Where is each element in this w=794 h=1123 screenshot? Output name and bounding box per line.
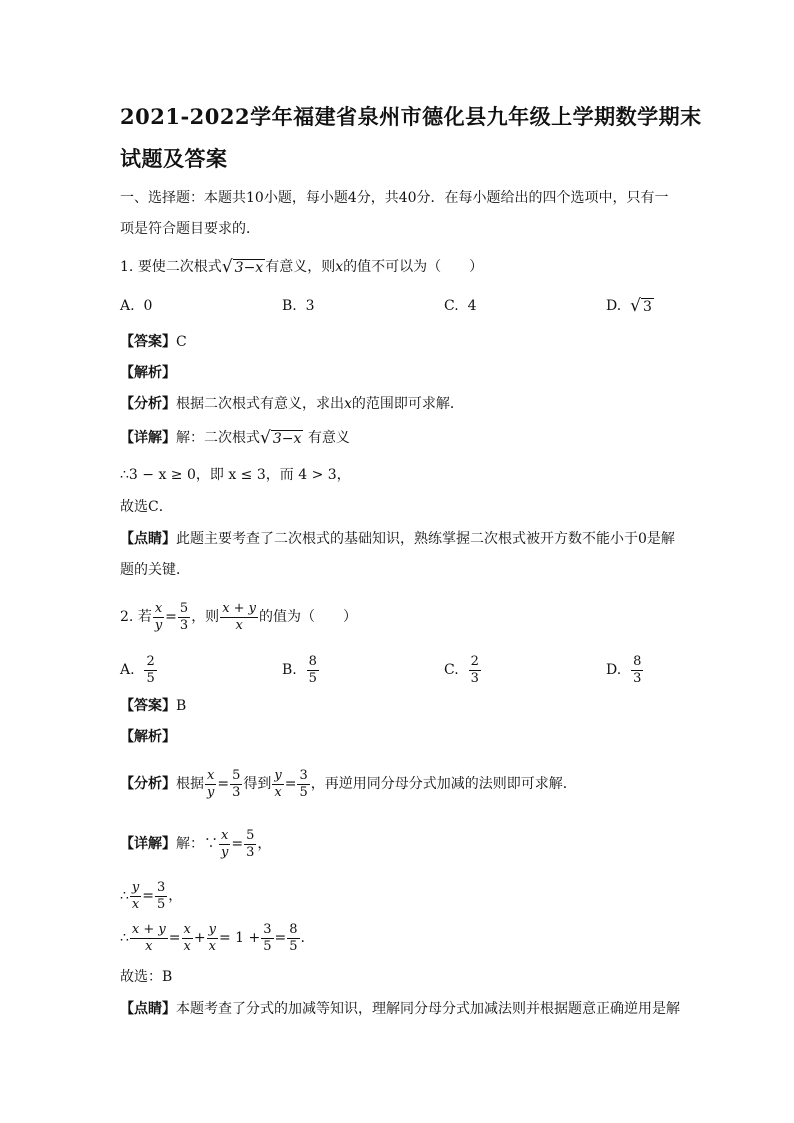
- sqrt-expression: √ 3: [630, 296, 652, 316]
- analysis-heading: 【解析】: [120, 365, 176, 381]
- fraction: $\frac{x}{y}$: [154, 600, 163, 633]
- analysis-line: 【分析】根据二次根式有意义，求出x的范围即可求解．: [120, 396, 464, 412]
- question-2-stem: 2. 若 $\frac{x}{y}$ = $\frac{5}{3}$ ，则 $\frac{x + y}{x}$ 的值为（ ）: [120, 600, 358, 633]
- sqrt-expression: √ 3−x: [260, 428, 302, 448]
- option-a: A. $\frac{2}{5}$: [120, 653, 155, 686]
- document-title-line-2: 试题及答案: [120, 146, 228, 171]
- option-b: B. $\frac{8}{5}$: [282, 653, 317, 686]
- section-intro-line-1: 一、选择题：本题共10小题，每小题4分，共40分．在每小题给出的四个选项中，只有一: [120, 190, 669, 206]
- solution-step: ∴ $\frac{x + y}{x}$ = $\frac{x}{x}$ + $\frac{y}{x}$ = 1 + $\frac{3}{5}$ = $\frac{8}{5}$ .: [120, 921, 305, 954]
- analysis-line: 【分析】根据 $\frac{x}{y}$ = $\frac{5}{3}$ 得到 $\frac{y}{x}$ = $\frac{3}{5}$ ，再逆用同分母分式加减的法则即可求解．: [120, 767, 577, 800]
- sqrt-expression: √ 3−x: [221, 257, 264, 277]
- fraction: $\frac{5}{3}$: [179, 600, 189, 633]
- detail-line: 【详解】解：二次根式 √ 3−x 有意义: [120, 428, 350, 448]
- question-1-stem: 1. 要使二次根式 √ 3−x 有意义，则x的值不可以为（ ）: [120, 257, 484, 277]
- option-c: C. $\frac{2}{3}$: [444, 653, 479, 686]
- comment-line-2: 题的关键．: [120, 562, 190, 578]
- comment-line-1: 【点睛】此题主要考查了二次根式的基础知识，熟练掌握二次根式被开方数不能小于0是解: [120, 531, 675, 547]
- question-number: 2.: [120, 609, 134, 625]
- answer-line: 【答案】C: [120, 334, 187, 350]
- document-title-line-1: 2021-2022学年福建省泉州市德化县九年级上学期数学期末: [120, 104, 702, 129]
- solution-step: ∴3 − x ≥ 0，即 x ≤ 3，而 4 > 3，: [120, 467, 351, 483]
- analysis-heading: 【解析】: [120, 729, 176, 745]
- section-intro-line-2: 项是符合题目要求的．: [120, 221, 260, 237]
- option-d: D. $\frac{8}{3}$: [606, 653, 642, 686]
- option-b: B. 3: [282, 298, 315, 314]
- detail-line: 【详解】解：∵ $\frac{x}{y}$ = $\frac{5}{3}$ ，: [120, 827, 272, 860]
- answer-line: 【答案】B: [120, 698, 187, 714]
- option-d: D. √ 3: [606, 296, 652, 316]
- comment-line-1: 【点睛】本题考查了分式的加减等知识，理解同分母分式加减法则并根据题意正确逆用是解: [120, 1001, 680, 1017]
- question-number: 1.: [120, 259, 134, 275]
- question-text: 要使二次根式: [137, 259, 222, 275]
- solution-step: ∴ $\frac{y}{x}$ = $\frac{3}{5}$ ，: [120, 879, 183, 912]
- option-c: C. 4: [444, 298, 477, 314]
- conclusion-line: 故选C．: [120, 499, 173, 515]
- conclusion-line: 故选：B: [120, 969, 173, 985]
- fraction: $\frac{x + y}{x}$: [222, 600, 257, 633]
- option-a: A. 0: [120, 298, 153, 314]
